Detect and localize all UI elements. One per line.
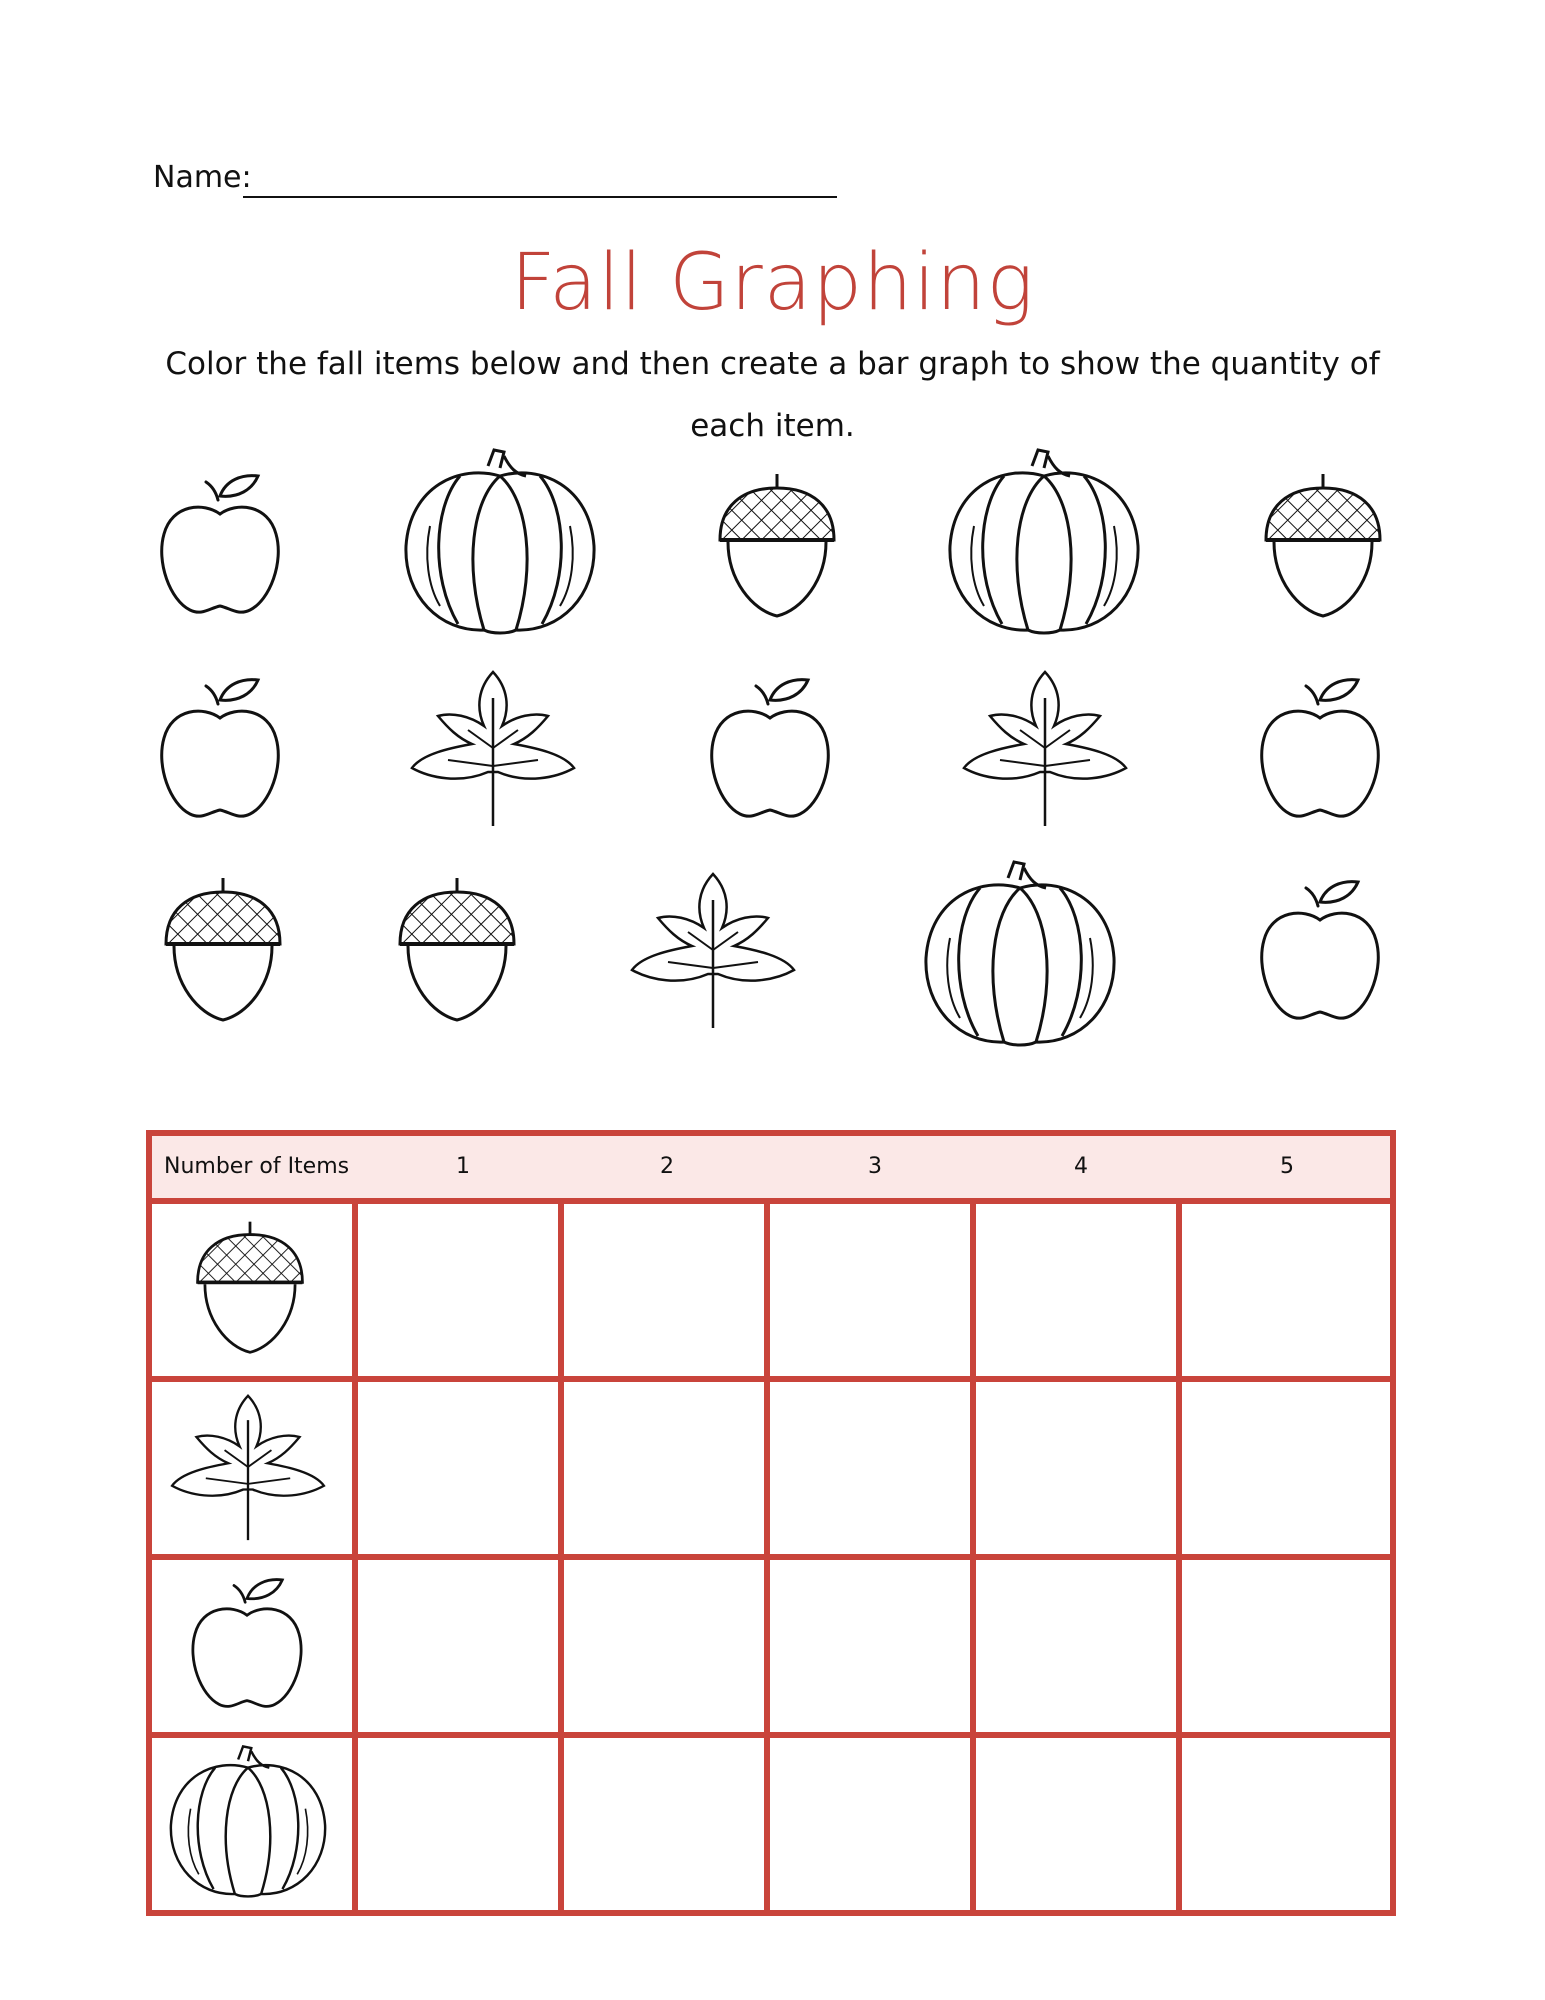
name-label: Name: (153, 160, 252, 195)
page-title: Fall Graphing (510, 238, 1035, 328)
column-label-1: 1 (456, 1154, 470, 1179)
apple-icon[interactable] (150, 470, 290, 620)
pumpkin-icon[interactable] (400, 446, 600, 636)
graph-cell[interactable] (358, 1204, 558, 1376)
acorn-icon[interactable] (392, 874, 522, 1024)
acorn-icon[interactable] (712, 470, 842, 620)
apple-icon[interactable] (150, 674, 290, 824)
leaf-icon[interactable] (628, 870, 798, 1030)
graph-cell[interactable] (976, 1204, 1176, 1376)
pumpkin-icon[interactable] (944, 446, 1144, 636)
graph-cell[interactable] (1182, 1204, 1390, 1376)
graph-cell[interactable] (564, 1204, 764, 1376)
apple-icon[interactable] (1250, 674, 1390, 824)
name-entry-line[interactable] (243, 196, 837, 198)
leaf-icon[interactable] (408, 668, 578, 828)
leaf-icon[interactable] (960, 668, 1130, 828)
column-label-2: 2 (660, 1154, 674, 1179)
apple-icon (182, 1574, 312, 1714)
apple-icon[interactable] (700, 674, 840, 824)
column-label-3: 3 (868, 1154, 882, 1179)
acorn-icon[interactable] (1258, 470, 1388, 620)
apple-icon[interactable] (1250, 876, 1390, 1026)
column-label-5: 5 (1280, 1154, 1294, 1179)
pumpkin-icon[interactable] (920, 858, 1120, 1048)
acorn-icon (190, 1218, 310, 1356)
column-label-4: 4 (1074, 1154, 1088, 1179)
bar-graph-table (146, 1130, 1396, 1916)
instructions-text: Color the fall items below and then create a bar graph to show the quantity of each item. (165, 346, 1380, 444)
graph-header-label: Number of Items (164, 1154, 350, 1179)
leaf-icon (168, 1392, 328, 1542)
pumpkin-icon (166, 1742, 330, 1900)
graph-cell[interactable] (770, 1204, 970, 1376)
name-row (153, 158, 853, 202)
acorn-icon[interactable] (158, 874, 288, 1024)
